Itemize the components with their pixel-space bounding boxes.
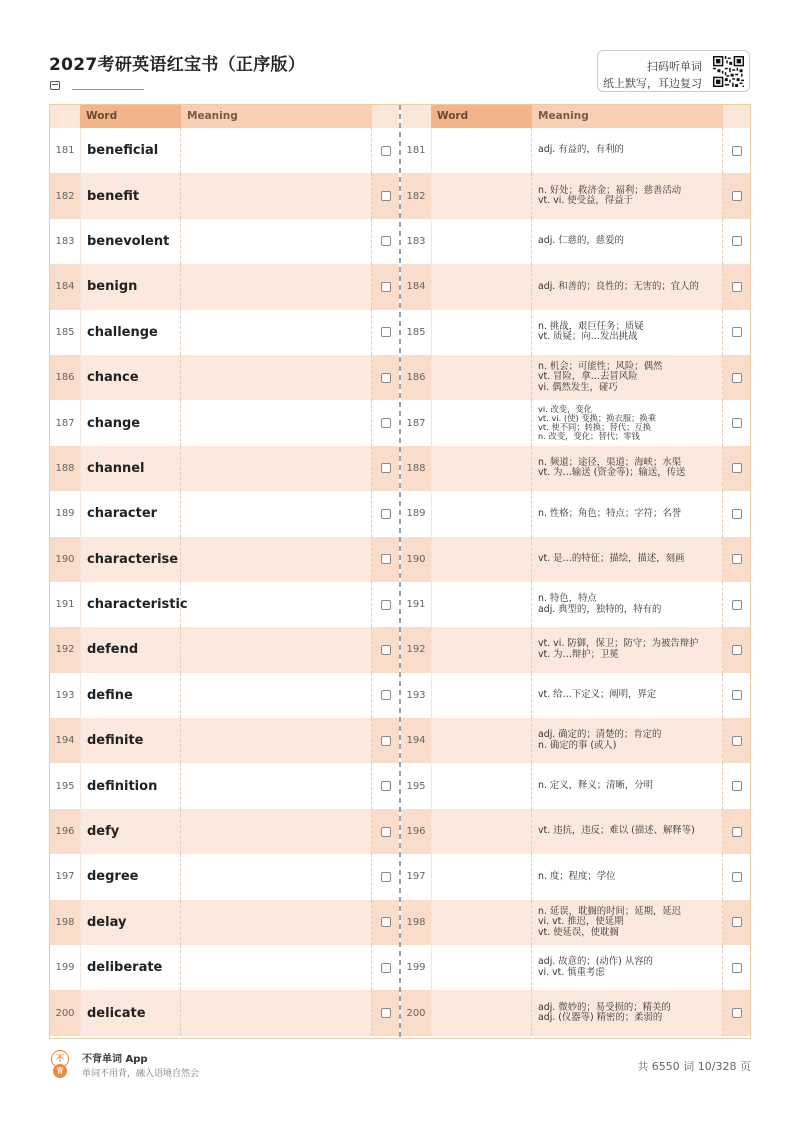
table-row (401, 446, 750, 491)
row-number: 191 (55, 599, 75, 611)
checkbox-cell[interactable] (372, 128, 399, 173)
meaning-line: vt. 为…辩护；卫冕 (538, 648, 619, 660)
meaning-cell (532, 491, 723, 536)
meaning-blank-cell[interactable] (181, 763, 372, 808)
checkbox[interactable] (381, 373, 391, 383)
meaning-line: adj. 有益的，有利的 (538, 144, 624, 156)
checkbox-cell[interactable] (372, 718, 399, 763)
meaning-cell (532, 673, 723, 718)
checkbox-cell[interactable] (723, 446, 750, 491)
meaning-line: n. 定义，释义；清晰，分明 (538, 779, 654, 791)
checkbox[interactable] (381, 917, 391, 927)
word-blank-cell[interactable] (431, 173, 532, 218)
table-row (401, 809, 750, 854)
meaning-line: adj. 故意的；(动作) 从容的 (538, 956, 653, 968)
row-number: 184 (401, 264, 431, 309)
table-row (50, 945, 399, 990)
page-title: 2027考研英语红宝书（正序版） (49, 55, 306, 75)
checkbox[interactable] (381, 963, 391, 973)
table-row (401, 537, 750, 582)
checkbox-cell[interactable] (372, 990, 399, 1035)
table-row (50, 854, 399, 899)
checkbox-cell[interactable] (723, 900, 750, 945)
word-blank-cell[interactable] (431, 128, 532, 173)
word-blank-cell[interactable] (431, 763, 532, 808)
row-number: 189 (406, 508, 426, 520)
meaning-line: n. 性格；角色；特点；字符；名誉 (538, 507, 682, 519)
checkbox-cell[interactable] (372, 310, 399, 355)
table-row (50, 900, 399, 945)
right-rows (401, 128, 750, 1036)
right-panel-meanings (401, 105, 750, 1038)
left-panel-words (50, 105, 399, 1038)
table-row (50, 718, 399, 763)
checkbox-cell[interactable] (723, 355, 750, 400)
row-number: 193 (406, 689, 426, 701)
meaning-line: vt. 是…的特征；描绘，描述，刻画 (538, 552, 685, 564)
row-number: 195 (55, 780, 75, 792)
promo-line-1: 扫码听单词 (647, 60, 702, 73)
checkbox-cell[interactable] (372, 673, 399, 718)
meaning-line: n. 特色，特点 (538, 593, 597, 605)
row-number: 196 (50, 809, 80, 854)
word-blank-cell[interactable] (431, 809, 532, 854)
meaning-line: vt. 质疑；向…发出挑战 (538, 331, 638, 343)
table-row (401, 582, 750, 627)
meaning-blank-cell[interactable] (181, 128, 372, 173)
row-number: 191 (406, 599, 426, 611)
row-number: 200 (401, 990, 431, 1035)
word-sheet (49, 104, 751, 1039)
checkbox[interactable] (732, 781, 742, 791)
checkbox-cell[interactable] (372, 945, 399, 990)
meaning-blank-cell[interactable] (181, 491, 372, 536)
meaning-blank-cell[interactable] (181, 219, 372, 264)
row-number: 192 (401, 627, 431, 672)
checkbox[interactable] (732, 418, 742, 428)
table-row (401, 763, 750, 808)
promo-line-2: 纸上默写，耳边复习 (603, 77, 702, 90)
checkbox-cell[interactable] (372, 446, 399, 491)
checkbox[interactable] (732, 872, 742, 882)
left-table-header (50, 105, 399, 128)
meaning-cell (532, 128, 723, 173)
meaning-line: adj. 仁慈的，慈爱的 (538, 235, 624, 247)
word-blank-cell[interactable] (431, 264, 532, 309)
word-blank-cell[interactable] (431, 854, 532, 899)
word-blank-cell[interactable] (431, 673, 532, 718)
table-row (50, 173, 399, 218)
meaning-blank-cell[interactable] (181, 264, 372, 309)
row-number: 199 (55, 962, 75, 974)
table-row (401, 990, 750, 1035)
meaning-cell (532, 310, 723, 355)
meaning-cell (532, 945, 723, 990)
table-row (401, 219, 750, 264)
checkbox[interactable] (381, 827, 391, 837)
meaning-cell (532, 355, 723, 400)
table-row (401, 673, 750, 718)
word-blank-cell[interactable] (431, 400, 532, 445)
row-number: 197 (55, 871, 75, 883)
checkbox[interactable] (381, 327, 391, 337)
meaning-line: n. 延误，耽搁的时间；延期，延迟 (538, 905, 682, 917)
word-blank-cell[interactable] (431, 582, 532, 627)
app-tagline: 单词不用背，融入语境自然会 (82, 1069, 200, 1079)
meaning-line: vt. vi. 使受益，得益于 (538, 195, 633, 207)
table-row (50, 446, 399, 491)
date-input-line[interactable] (72, 80, 144, 90)
checkbox-cell[interactable] (372, 809, 399, 854)
word-cell: chance (80, 355, 181, 400)
table-row (50, 582, 399, 627)
meaning-cell (532, 718, 723, 763)
word-cell: beneficial (80, 128, 181, 173)
table-row (50, 537, 399, 582)
left-rows (50, 128, 399, 1036)
meaning-blank-cell[interactable] (181, 854, 372, 899)
table-row (401, 718, 750, 763)
row-number: 186 (401, 355, 431, 400)
word-blank-cell[interactable] (431, 446, 532, 491)
word-cell: delay (80, 900, 181, 945)
table-row (50, 491, 399, 536)
checkbox-cell[interactable] (372, 854, 399, 899)
meaning-line: adj. (仪器等) 精密的；柔弱的 (538, 1012, 663, 1024)
checkbox[interactable] (381, 781, 391, 791)
table-row (401, 900, 750, 945)
word-blank-cell[interactable] (431, 537, 532, 582)
checkbox[interactable] (381, 463, 391, 473)
word-cell: benign (80, 264, 181, 309)
checkbox[interactable] (381, 191, 391, 201)
row-number: 187 (406, 417, 426, 429)
row-number: 182 (50, 173, 80, 218)
row-number: 188 (401, 446, 431, 491)
checkbox[interactable] (732, 1008, 742, 1018)
meaning-blank-cell[interactable] (181, 537, 372, 582)
meaning-blank-cell[interactable] (181, 400, 372, 445)
checkbox-cell[interactable] (372, 219, 399, 264)
row-number: 182 (401, 173, 431, 218)
word-column-header: Word (431, 105, 532, 128)
word-blank-cell[interactable] (431, 718, 532, 763)
meaning-line: vt. vi. (使) 变换；换衣服；换乘 (538, 412, 657, 423)
table-row (401, 400, 750, 445)
checkbox[interactable] (381, 690, 391, 700)
date-field[interactable] (50, 80, 144, 90)
row-number: 196 (401, 809, 431, 854)
checkbox-cell[interactable] (723, 809, 750, 854)
word-cell: deliberate (80, 945, 181, 990)
checkbox-cell[interactable] (723, 400, 750, 445)
meaning-line: n. 机会；可能性；风险；偶然 (538, 360, 663, 372)
calendar-icon (50, 81, 60, 90)
row-number: 190 (401, 537, 431, 582)
table-row (50, 310, 399, 355)
checkbox[interactable] (381, 418, 391, 428)
meaning-line: vt. vi. 防御，保卫；防守；为被告辩护 (538, 638, 699, 650)
meaning-line: vt. 冒险，拿…去冒风险 (538, 371, 638, 383)
checkbox[interactable] (732, 554, 742, 564)
meaning-cell (532, 173, 723, 218)
meaning-blank-cell[interactable] (181, 718, 372, 763)
meaning-cell (532, 400, 723, 445)
meaning-line: vt. 违抗，违反；难以 (描述、解释等) (538, 825, 695, 837)
row-number: 193 (55, 689, 75, 701)
meaning-blank-cell[interactable] (181, 809, 372, 854)
table-row (401, 491, 750, 536)
checkbox-cell[interactable] (723, 582, 750, 627)
word-blank-cell[interactable] (431, 945, 532, 990)
table-row (50, 990, 399, 1035)
word-cell: benevolent (80, 219, 181, 264)
meaning-cell (532, 763, 723, 808)
checkbox-cell[interactable] (723, 491, 750, 536)
row-number: 200 (50, 990, 80, 1035)
checkbox-cell[interactable] (372, 400, 399, 445)
checkbox-cell[interactable] (723, 219, 750, 264)
checkbox[interactable] (732, 146, 742, 156)
row-number: 194 (50, 718, 80, 763)
table-row (401, 173, 750, 218)
word-blank-cell[interactable] (431, 310, 532, 355)
word-blank-cell[interactable] (431, 219, 532, 264)
meaning-cell (532, 627, 723, 672)
table-row (401, 854, 750, 899)
meaning-blank-cell[interactable] (181, 582, 372, 627)
meaning-line: vt. 使不同；转换；替代；互换 (538, 422, 652, 433)
meaning-blank-cell[interactable] (181, 627, 372, 672)
meaning-column-header: Meaning (181, 105, 372, 128)
meaning-cell (532, 446, 723, 491)
word-cell: benefit (80, 173, 181, 218)
checkbox[interactable] (381, 736, 391, 746)
meaning-line: adj. 确定的；清楚的；肯定的 (538, 729, 662, 741)
row-number: 181 (55, 145, 75, 157)
checkbox[interactable] (381, 236, 391, 246)
checkbox[interactable] (381, 146, 391, 156)
checkbox-cell[interactable] (723, 128, 750, 173)
word-blank-cell[interactable] (431, 990, 532, 1035)
word-cell: challenge (80, 310, 181, 355)
app-logo: 不 背 (51, 1050, 73, 1078)
meaning-line: n. 确定的事 (或人) (538, 739, 617, 751)
row-number: 189 (55, 508, 75, 520)
meaning-blank-cell[interactable] (181, 310, 372, 355)
meaning-line: vt. 使延误，使耽搁 (538, 926, 619, 938)
checkbox-cell[interactable] (723, 264, 750, 309)
word-blank-cell[interactable] (431, 900, 532, 945)
word-cell: degree (80, 854, 181, 899)
row-number: 198 (401, 900, 431, 945)
word-blank-cell[interactable] (431, 491, 532, 536)
checkbox-cell[interactable] (372, 582, 399, 627)
meaning-line: n. 挑战，艰巨任务；质疑 (538, 320, 644, 332)
meaning-line: vi. vt. 推迟，使延期 (538, 916, 624, 928)
checkbox[interactable] (732, 373, 742, 383)
meaning-line: adj. 微妙的；易受损的；精美的 (538, 1001, 671, 1013)
word-cell: change (80, 400, 181, 445)
word-cell: channel (80, 446, 181, 491)
checkbox-cell[interactable] (723, 945, 750, 990)
meaning-cell (532, 219, 723, 264)
checkbox[interactable] (732, 600, 742, 610)
row-number: 183 (55, 235, 75, 247)
checkbox[interactable] (732, 827, 742, 837)
app-name: 不背单词 App (82, 1054, 148, 1065)
table-row (401, 310, 750, 355)
meaning-blank-cell[interactable] (181, 355, 372, 400)
row-number: 197 (406, 871, 426, 883)
table-row (50, 763, 399, 808)
checkbox[interactable] (732, 463, 742, 473)
meaning-line: n. 度；程度；学位 (538, 870, 616, 882)
row-number: 190 (50, 537, 80, 582)
row-number: 195 (406, 780, 426, 792)
checkbox[interactable] (732, 917, 742, 927)
row-number: 185 (55, 326, 75, 338)
checkbox[interactable] (381, 554, 391, 564)
word-cell: definite (80, 718, 181, 763)
table-row (401, 264, 750, 309)
meaning-cell (532, 854, 723, 899)
checkbox-cell[interactable] (723, 990, 750, 1035)
row-number: 183 (406, 235, 426, 247)
row-number: 186 (50, 355, 80, 400)
checkbox[interactable] (732, 645, 742, 655)
checkbox-cell[interactable] (372, 355, 399, 400)
meaning-blank-cell[interactable] (181, 900, 372, 945)
checkbox-cell[interactable] (723, 173, 750, 218)
word-blank-cell[interactable] (431, 627, 532, 672)
checkbox-cell[interactable] (372, 173, 399, 218)
row-number: 181 (406, 145, 426, 157)
table-row (401, 627, 750, 672)
word-cell: characterise (80, 537, 181, 582)
table-row (50, 219, 399, 264)
table-row (401, 355, 750, 400)
checkbox[interactable] (732, 282, 742, 292)
table-row (50, 128, 399, 173)
meaning-blank-cell[interactable] (181, 446, 372, 491)
checkbox[interactable] (732, 509, 742, 519)
audio-promo-card[interactable] (597, 50, 750, 92)
meaning-cell (532, 264, 723, 309)
table-row (50, 673, 399, 718)
table-row (50, 264, 399, 309)
table-row (50, 809, 399, 854)
checkbox-cell[interactable] (723, 627, 750, 672)
right-table-header (401, 105, 750, 128)
checkbox[interactable] (732, 327, 742, 337)
checkbox[interactable] (381, 509, 391, 519)
row-number: 198 (50, 900, 80, 945)
row-number: 192 (50, 627, 80, 672)
meaning-cell (532, 809, 723, 854)
row-number: 188 (50, 446, 80, 491)
word-cell: defy (80, 809, 181, 854)
meaning-line: vi. vt. 慎重考虑 (538, 966, 605, 978)
meaning-line: adj. 典型的，独特的，特有的 (538, 603, 662, 615)
checkbox-cell[interactable] (372, 537, 399, 582)
meaning-blank-cell[interactable] (181, 990, 372, 1035)
checkbox[interactable] (732, 736, 742, 746)
word-cell: defend (80, 627, 181, 672)
meaning-blank-cell[interactable] (181, 945, 372, 990)
word-cell: characteristic (80, 582, 181, 627)
checkbox[interactable] (732, 191, 742, 201)
checkbox-cell[interactable] (372, 900, 399, 945)
meaning-line: vt. 为…输送 (资金等)；输送，传送 (538, 467, 686, 479)
checkbox[interactable] (381, 645, 391, 655)
qr-code-icon[interactable] (713, 56, 744, 87)
row-number: 187 (55, 417, 75, 429)
checkbox-cell[interactable] (372, 763, 399, 808)
checkbox[interactable] (381, 282, 391, 292)
checkbox-cell[interactable] (372, 264, 399, 309)
checkbox[interactable] (381, 600, 391, 610)
checkbox[interactable] (732, 690, 742, 700)
meaning-cell (532, 990, 723, 1035)
meaning-line: adj. 和善的；良性的；无害的；宜人的 (538, 280, 699, 292)
checkbox[interactable] (732, 963, 742, 973)
meaning-line: vi. 改变，变化 (538, 403, 592, 414)
table-row (401, 128, 750, 173)
meaning-line: n. 频道；途径，渠道；海峡；水渠 (538, 456, 682, 468)
checkbox-cell[interactable] (372, 491, 399, 536)
meaning-line: n. 改变，变化；替代；零钱 (538, 431, 640, 442)
checkbox[interactable] (732, 236, 742, 246)
checkbox-cell[interactable] (723, 310, 750, 355)
meaning-line: n. 好处；救济金；福利；慈善活动 (538, 184, 682, 196)
page-info: 共 6550 词 10/328 页 (637, 1060, 751, 1073)
word-cell: character (80, 491, 181, 536)
checkbox-cell[interactable] (723, 763, 750, 808)
meaning-blank-cell[interactable] (181, 673, 372, 718)
word-cell: delicate (80, 990, 181, 1035)
checkbox-cell[interactable] (723, 537, 750, 582)
meaning-cell (532, 582, 723, 627)
meaning-cell (532, 900, 723, 945)
checkbox-cell[interactable] (372, 627, 399, 672)
row-number: 185 (406, 326, 426, 338)
row-number: 199 (406, 962, 426, 974)
checkbox[interactable] (381, 872, 391, 882)
word-cell: define (80, 673, 181, 718)
meaning-cell (532, 537, 723, 582)
row-number: 184 (50, 264, 80, 309)
word-column-header: Word (80, 105, 181, 128)
meaning-line: vi. 偶然发生，碰巧 (538, 381, 618, 393)
checkbox-cell[interactable] (723, 673, 750, 718)
checkbox-cell[interactable] (723, 854, 750, 899)
row-number: 194 (401, 718, 431, 763)
table-row (401, 945, 750, 990)
checkbox[interactable] (381, 1008, 391, 1018)
meaning-line: vt. 给…下定义；阐明，界定 (538, 689, 657, 701)
table-row (50, 627, 399, 672)
meaning-blank-cell[interactable] (181, 173, 372, 218)
table-row (50, 400, 399, 445)
word-blank-cell[interactable] (431, 355, 532, 400)
checkbox-cell[interactable] (723, 718, 750, 763)
word-cell: definition (80, 763, 181, 808)
table-row (50, 355, 399, 400)
meaning-column-header: Meaning (532, 105, 723, 128)
